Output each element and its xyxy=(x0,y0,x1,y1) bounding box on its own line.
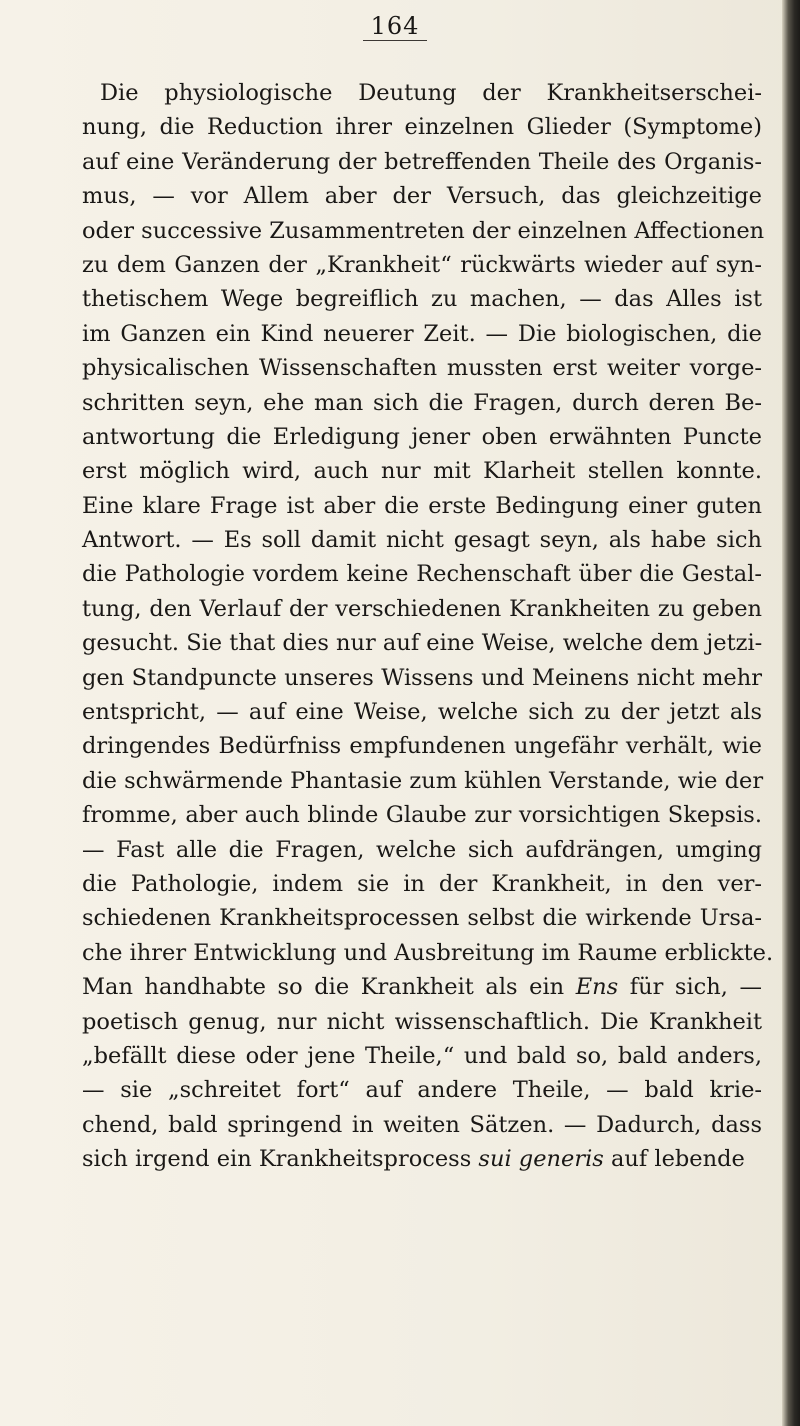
text-line: die Pathologie vordem keine Rechenschaft über die Gestal- xyxy=(82,561,762,588)
text-line: thetischem Wege begreiflich zu machen, — das Alles ist xyxy=(82,286,762,313)
text-line: — sie „schreitet fort“ auf andere Theile, — bald krie- xyxy=(82,1077,762,1104)
text-line: „befällt diese oder jene Theile,“ und bald so, bald anders, xyxy=(82,1042,762,1069)
text-line: oder successive Zusammentreten der einzelnen Affectionen xyxy=(82,217,765,244)
text-segment: auf lebende xyxy=(611,1146,745,1173)
text-line: die schwärmende Phantasie zum kühlen Verstande, wie der xyxy=(82,767,764,794)
text-line: physicalischen Wissenschaften mussten erst weiter vorge- xyxy=(82,355,762,382)
text-line: schritten seyn, ehe man sich die Fragen, durch deren Be- xyxy=(82,389,762,416)
text-line: im Ganzen ein Kind neuerer Zeit. — Die biologischen, die xyxy=(82,320,762,347)
text-line: fromme, aber auch blinde Glaube zur vorsichtigen Skepsis. xyxy=(82,802,762,829)
page-edge-shadow xyxy=(782,0,800,1426)
text-line: chend, bald springend in weiten Sätzen. — Dadurch, dass xyxy=(82,1111,762,1138)
text-line: che ihrer Entwicklung und Ausbreitung im Raume erblickte. xyxy=(82,939,774,966)
text-line: — Fast alle die Fragen, welche sich aufdrängen, umging xyxy=(82,836,762,863)
text-line: poetisch genug, nur nicht wissenschaftlich. Die Krankheit xyxy=(82,1008,762,1035)
text-line: entspricht, — auf eine Weise, welche sich zu der jetzt als xyxy=(82,699,762,726)
text-segment: sich irgend ein Krankheitsprocess xyxy=(82,1146,479,1173)
text-line: zu dem Ganzen der „Krankheit“ rückwärts wieder auf syn- xyxy=(82,251,762,278)
text-line: gesucht. Sie that dies nur auf eine Weise, welche dem jetzi- xyxy=(82,630,763,657)
text-line: antwortung die Erledigung jener oben erwähnten Puncte xyxy=(82,423,762,450)
page-number: 164 xyxy=(0,12,790,41)
text-line: dringendes Bedürfniss empfundenen ungefähr verhält, wie xyxy=(82,733,762,760)
text-line: auf eine Veränderung der betreffenden Theile des Organis- xyxy=(82,148,762,175)
text-line: die Pathologie, indem sie in der Krankheit, in den ver- xyxy=(82,870,762,897)
text-segment: Man handhabte so die Krankheit als ein xyxy=(82,974,576,1001)
text-line: Antwort. — Es soll damit nicht gesagt seyn, als habe sich xyxy=(82,527,762,554)
italic-ens: Ens xyxy=(575,974,619,1001)
text-line: Eine klare Frage ist aber die erste Bedingung einer guten xyxy=(82,492,762,519)
text-line: mus, — vor Allem aber der Versuch, das gleichzeitige xyxy=(82,183,762,210)
text-line: nung, die Reduction ihrer einzelnen Glieder (Symptome) xyxy=(82,114,762,141)
body-text xyxy=(82,76,774,1177)
text-line: tung, den Verlauf der verschiedenen Krankheiten zu geben xyxy=(82,595,762,622)
text-line: Die physiologische Deutung der Krankheitserschei- xyxy=(100,80,762,106)
text-line: schiedenen Krankheitsprocessen selbst die wirkende Ursa- xyxy=(82,905,762,932)
italic-sui-generis: sui generis xyxy=(478,1146,604,1173)
text-line xyxy=(82,970,762,1004)
text-segment: für sich, — xyxy=(618,974,762,1001)
text-line: gen Standpuncte unseres Wissens und Meinens nicht mehr xyxy=(82,664,762,691)
text-line: erst möglich wird, auch nur mit Klarheit stellen konnte. xyxy=(82,458,762,485)
text-line xyxy=(82,1142,762,1176)
